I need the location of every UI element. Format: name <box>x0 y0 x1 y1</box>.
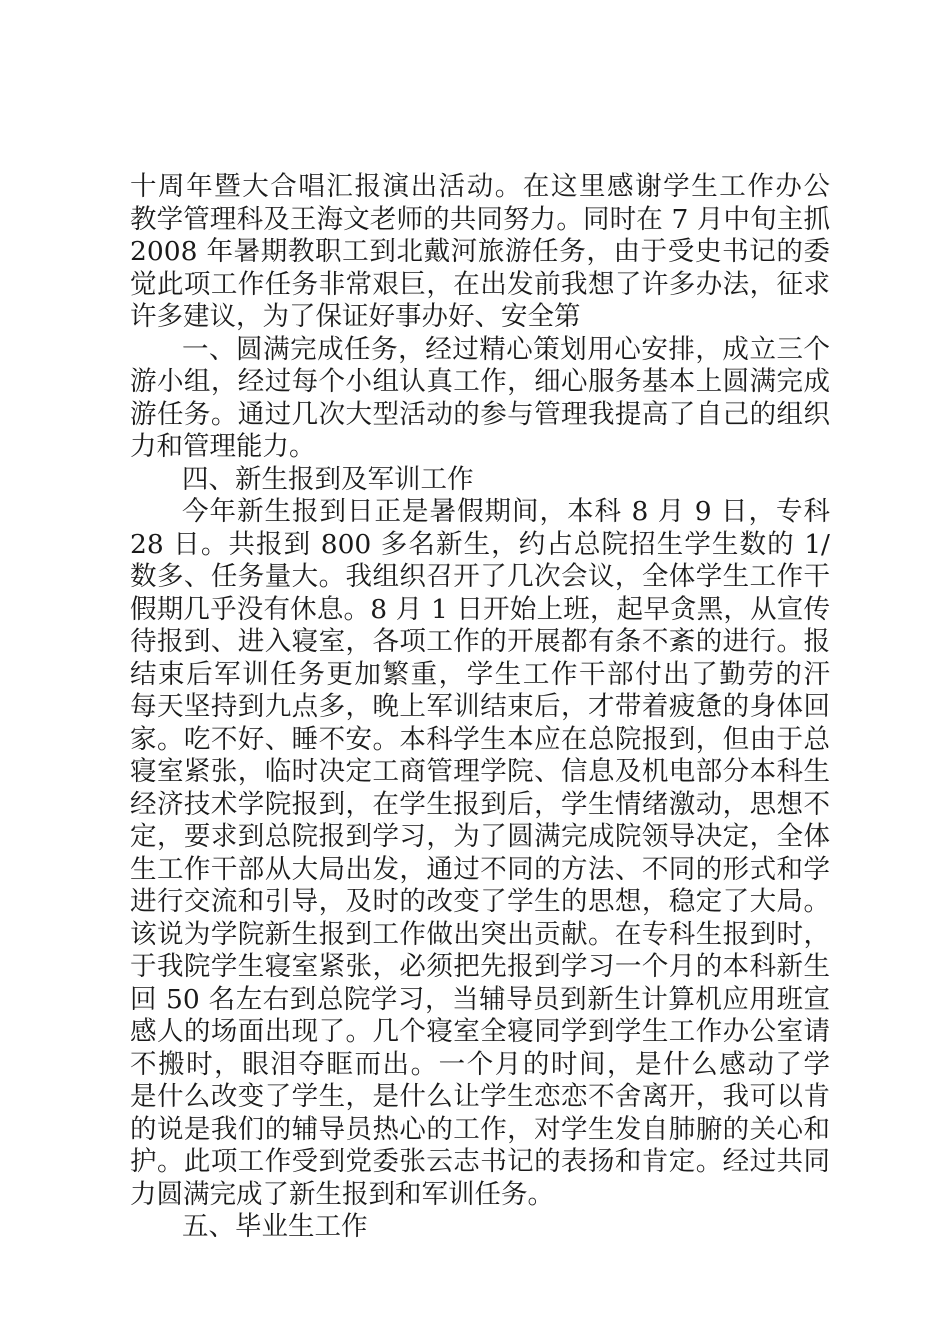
text-line: 每天坚持到九点多，晚上军训结束后，才带着疲惫的身体回 <box>130 691 830 722</box>
text-line: 感人的场面出现了。几个寝室全寝同学到学生工作办公室请 <box>130 1016 830 1047</box>
text-line: 不搬时，眼泪夺眶而出。一个月的时间，是什么感动了学 <box>130 1048 830 1080</box>
text-line: 寝室紧张，临时决定工商管理学院、信息及机电部分本科生 <box>130 756 830 787</box>
text-line: 回 50 名左右到总院学习，当辅导员到新生计算机应用班宣 <box>130 983 830 1015</box>
text-line: 定，要求到总院报到学习，为了圆满完成院领导决定，全体 <box>130 821 830 852</box>
text-line: 28 日。共报到 800 多名新生，约占总院招生学生数的 1/ <box>130 528 830 560</box>
document-body <box>130 171 830 1244</box>
text-line: 生工作干部从大局出发，通过不同的方法、不同的形式和学 <box>130 853 830 885</box>
text-line: 许多建议，为了保证好事办好、安全第 <box>130 301 581 332</box>
text-line: 待报到、进入寝室，各项工作的开展都有条不紊的进行。报 <box>130 626 830 657</box>
text-line: 经济技术学院报到，在学生报到后，学生情绪激动，思想不 <box>130 788 830 820</box>
text-line: 数多、任务量大。我组织召开了几次会议，全体学生工作干 <box>130 561 830 592</box>
text-line: 2008 年暑期教职工到北戴河旅游任务，由于受史书记的委 <box>130 236 830 267</box>
text-line: 教学管理科及王海文老师的共同努力。同时在 7 月中旬主抓 <box>130 203 830 235</box>
text-line: 护。此项工作受到党委张云志书记的表扬和肯定。经过共同 <box>130 1146 830 1177</box>
text-line: 的说是我们的辅导员热心的工作，对学生发自肺腑的关心和 <box>130 1113 830 1145</box>
text-line: 家。吃不好、睡不安。本科学生本应在总院报到，但由于总 <box>130 723 830 755</box>
text-line: 游小组，经过每个小组认真工作，细心服务基本上圆满完成 <box>130 366 830 397</box>
text-line: 于我院学生寝室紧张，必须把先报到学习一个月的本科新生 <box>130 951 830 982</box>
text-line: 力圆满完成了新生报到和军训任务。 <box>130 1178 554 1210</box>
text-line: 游任务。通过几次大型活动的参与管理我提高了自己的组织 <box>130 398 830 430</box>
text-line: 进行交流和引导，及时的改变了学生的思想，稳定了大局。 <box>130 886 830 917</box>
text-line: 觉此项工作任务非常艰巨，在出发前我想了许多办法，征求 <box>130 268 830 300</box>
text-line: 今年新生报到日正是暑假期间，本科 8 月 9 日，专科 <box>182 496 830 527</box>
text-line: 结束后军训任务更加繁重，学生工作干部付出了勤劳的汗 <box>130 658 830 690</box>
text-line: 五、毕业生工作 <box>182 1211 368 1242</box>
text-line: 该说为学院新生报到工作做出突出贡献。在专科生报到时， <box>130 918 830 950</box>
text-line: 力和管理能力。 <box>130 431 316 462</box>
text-line: 是什么改变了学生，是什么让学生恋恋不舍离开，我可以肯 <box>130 1081 830 1112</box>
text-line: 十周年暨大合唱汇报演出活动。在这里感谢学生工作办公 <box>130 171 830 202</box>
text-line: 一、圆满完成任务，经过精心策划用心安排，成立三个 <box>182 333 830 365</box>
text-line: 假期几乎没有休息。8 月 1 日开始上班，起早贪黑，从宣传 <box>130 593 830 625</box>
text-line: 四、新生报到及军训工作 <box>182 463 474 495</box>
